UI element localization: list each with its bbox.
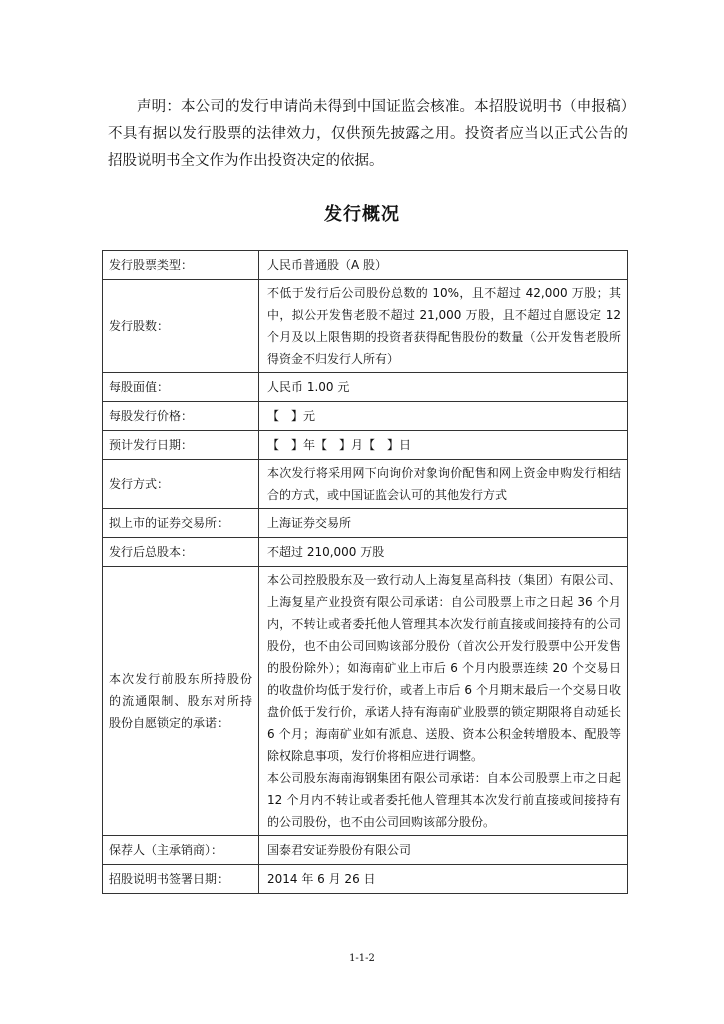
row-label: 本次发行前股东所持股份的流通限制、股东对所持股份自愿锁定的承诺： [103,567,259,836]
table-row-exchange [103,509,628,538]
row-label: 每股面值： [103,373,259,402]
disclaimer-text: 声明：本公司的发行申请尚未得到中国证监会核准。本招股说明书（申报稿）不具有据以发行股票的法律效力，仅供预先披露之用。投资者应当以正式公告的招股说明书全文作为作出投资决定的依据。 [108,99,628,169]
row-label: 招股说明书签署日期： [103,865,259,894]
table-row-issue-date [103,431,628,460]
lockup-commitment-hainan-steel: 本公司股东海南海钢集团有限公司承诺：自本公司股票上市之日起 12 个月内不转让或者委托他人管理其本次发行前直接或间接持有的公司股份，也不由公司回购该部分股份。 [267,771,621,829]
row-value: 【 】年【 】月【 】日 [259,431,628,460]
table-row-sponsor [103,836,628,865]
row-label: 拟上市的证券交易所： [103,509,259,538]
page-title: 发行概况 [324,204,400,225]
row-label: 发行股票类型： [103,251,259,280]
row-label: 每股发行价格： [103,402,259,431]
issuance-overview-table [102,250,628,894]
row-value: 不低于发行后公司股份总数的 10%，且不超过 42,000 万股；其中，拟公开发售老股不超过 21,000 万股，且不超过自愿设定 12 个月及以上限售期的投资者获得配售股份的数量（公开发售老股所得资金不归发行人所有） [259,280,628,373]
row-label: 预计发行日期： [103,431,259,460]
page-number: 1-1-2 [349,953,375,964]
row-value: 上海证券交易所 [259,509,628,538]
lockup-commitment-fosun: 本公司控股股东及一致行动人上海复星高科技（集团）有限公司、上海复星产业投资有限公司承诺：自公司股票上市之日起 36 个月内，不转让或者委托他人管理其本次发行前直接或间接持有的公司股份，也不由公司回购该部分股份（首次公开发行股票中公开发售的股份除外）；如海南矿业上市后 6 个月内股票连续 20 个交易日的收盘价均低于发行价，或者上市后 6 个月期末最后一个交易日收盘价低于发行价，承诺人持有海南矿业股票的锁定期限将自动延长 6 个月；海南矿业如有派息、送股、资本公积金转增股本、配股等除权除息事项，发行价将相应进行调整。 [267,573,621,763]
row-value: 不超过 210,000 万股 [259,538,628,567]
row-value: 【 】元 [259,402,628,431]
row-value: 人民币 1.00 元 [259,373,628,402]
row-label: 保荐人（主承销商）： [103,836,259,865]
table-row-par-value [103,373,628,402]
table-row-issue-method [103,460,628,509]
row-label: 发行后总股本： [103,538,259,567]
disclaimer-statement [108,94,628,175]
table-row-lockup-commitment [103,567,628,836]
row-value: 本次发行将采用网下向询价对象询价配售和网上资金申购发行相结合的方式，或中国证监会认可的其他发行方式 [259,460,628,509]
table-row-issue-price [103,402,628,431]
table-row-signing-date [103,865,628,894]
table-row-total-shares [103,538,628,567]
row-label: 发行方式： [103,460,259,509]
row-value: 2014 年 6 月 26 日 [259,865,628,894]
table-row-share-count [103,280,628,373]
row-value: 人民币普通股（A 股） [259,251,628,280]
table-row-stock-type [103,251,628,280]
row-value: 国泰君安证券股份有限公司 [259,836,628,865]
row-value [259,567,628,836]
row-label: 发行股数： [103,280,259,373]
